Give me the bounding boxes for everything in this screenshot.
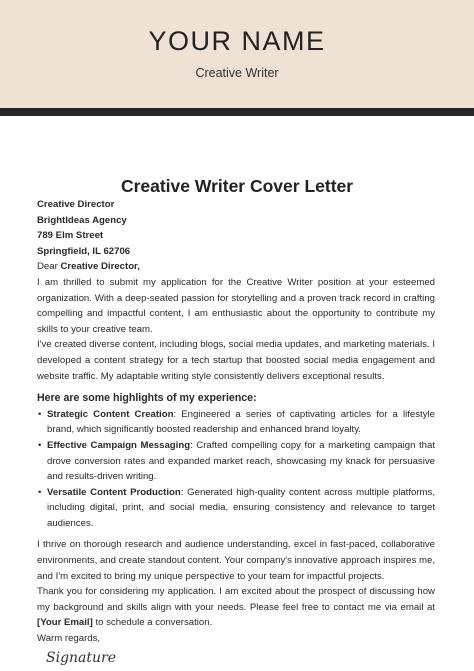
header-divider	[0, 108, 474, 116]
bullet-icon: •	[38, 439, 42, 451]
paragraph-experience: I've created diverse content, including blogs, social media updates, and marketing materials. I developed a content strategy for a tech startup that boosted social media engagement and website traffic. My adaptable writing style consistently delivers exceptional results.	[37, 339, 435, 382]
recipient-company: BrightIdeas Agency	[37, 214, 127, 226]
bullet-icon: •	[38, 408, 42, 420]
salutation-name: Creative Director,	[60, 261, 140, 273]
highlight-label: Versatile Content Production	[47, 486, 181, 498]
highlight-item	[37, 485, 435, 532]
highlight-item	[37, 438, 435, 485]
recipient-title: Creative Director	[37, 199, 115, 210]
applicant-role: Creative Writer	[195, 66, 279, 80]
highlight-label: Strategic Content Creation	[47, 408, 174, 420]
letter-body	[37, 197, 435, 647]
highlight-item	[37, 407, 435, 438]
salutation-prefix: Dear	[37, 261, 61, 273]
highlight-text: : Crafted compelling copy for a marketing campaign that drove conversion rates and expanded market reach, showcasing my knack for persuasive and results-driven writing.	[47, 439, 435, 483]
email-placeholder: [Your Email]	[37, 617, 93, 629]
highlight-text: : Engineered a series of captivating articles for a lifestyle brand, which significantly boosted readership and enhanced brand loyalty.	[47, 408, 435, 436]
highlights-list	[37, 407, 435, 532]
highlight-text: : Generated high-quality content across multiple platforms, including digital, print, and social media, ensuring consistency and relevance to target audiences.	[47, 486, 435, 529]
bullet-icon: •	[38, 486, 42, 498]
recipient-city: Springfield, IL 62706	[37, 245, 131, 257]
highlights-heading: Here are some highlights of my experience:	[37, 392, 257, 405]
closing: Warm regards,	[37, 633, 101, 645]
letter-title: Creative Writer Cover Letter	[120, 176, 354, 196]
recipient-street: 789 Elm Street	[37, 230, 104, 242]
applicant-name: YOUR NAME	[148, 26, 326, 56]
highlight-label: Effective Campaign Messaging	[47, 439, 191, 451]
thanks-text-a: Thank you for considering my application. I am excited about the prospect of discussing how my background and skills align with your needs. Please feel free to contact me via email at	[37, 586, 435, 613]
paragraph-intro: I am thrilled to submit my application for the Creative Writer position at your esteemed organization. With a deep-seated passion for storytelling and a proven track record in crafting compelling and impactful content, I am enthusiastic about the opportunity to contribute my skills to your creative team.	[37, 276, 435, 335]
thanks-text-b: to schedule a conversation.	[92, 617, 213, 629]
paragraph-approach: I thrive on thorough research and audience understanding, excel in fast-paced, collaborative environments, and create standout content. Your company's innovative approach inspires me, and I'm excited to bring my unique perspective to your team for impactful projects.	[37, 539, 435, 582]
paragraph-thanks	[37, 584, 435, 631]
salutation	[37, 259, 435, 275]
signature: Signature	[46, 650, 117, 666]
